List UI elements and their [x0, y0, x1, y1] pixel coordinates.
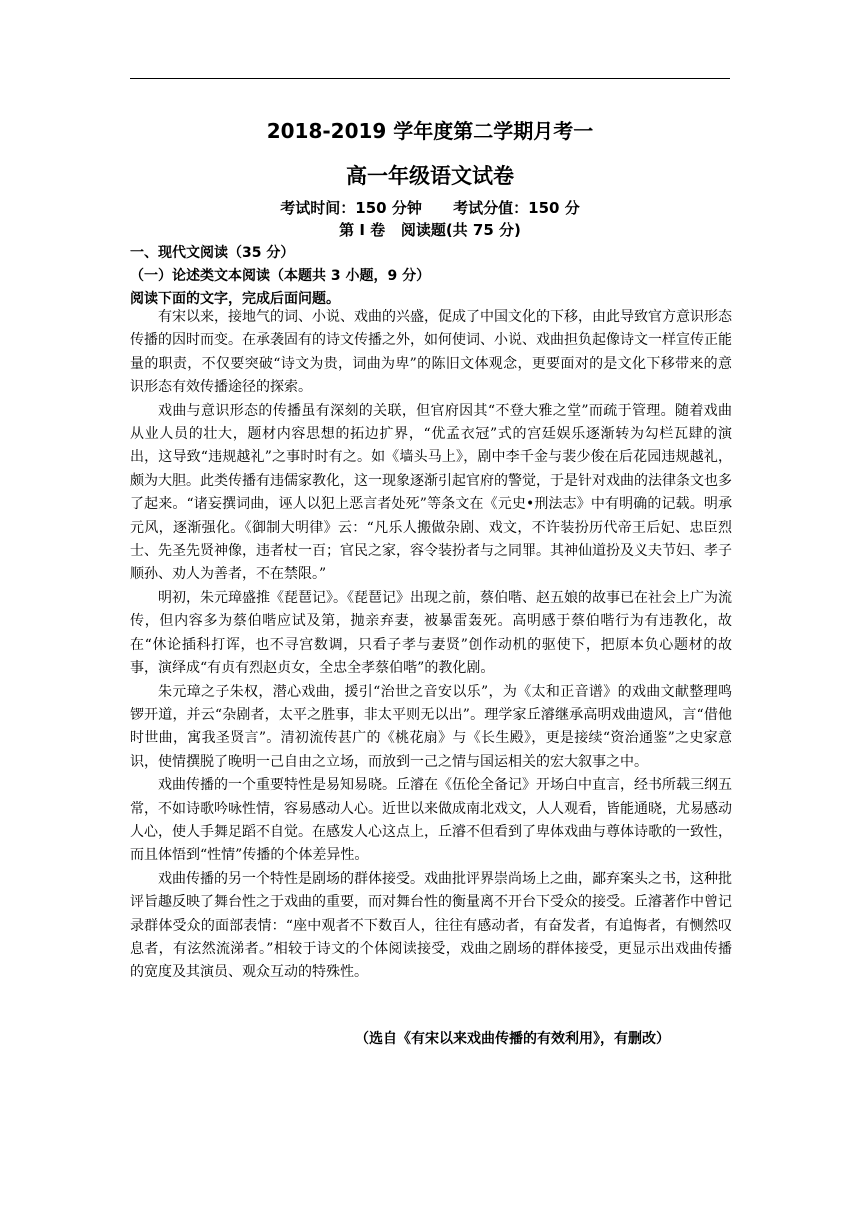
passage-paragraph: 明初，朱元璋盛推《琵琶记》。《琵琶记》出现之前，蔡伯喈、赵五娘的故事已在社会上广为流传，但内容多为蔡伯喈应试及第，抛亲弃妻，被暴雷轰死。高明感于蔡伯喈行为有违教化，故在“休论插科打诨，也不寻宫数调，只看子孝与妻贤”创作动机的驱使下，把原本负心题材的故事，演绎成“有贞有烈赵贞女，全忠全孝蔡伯喈”的教化剧。 [130, 589, 732, 677]
section-heading: 一、现代文阅读（35 分） [130, 245, 295, 261]
reading-instruction: 阅读下面的文字，完成后面问题。 [130, 291, 340, 307]
passage-paragraph: 戏曲传播的一个重要特性是易知易晓。丘濬在《伍伦全备记》开场白中直言，经书所载三纲五常，不如诗歌吟咏性情，容易感动人心。近世以来做成南北戏文，人人观看，皆能通晓，尤易感动人心，使人手舞足蹈不自觉。在感发人心这点上，丘濬不但看到了卑体戏曲与尊体诗歌的一致性，而且体悟到“性情”传播的个体差异性。 [130, 777, 732, 864]
passage-paragraph: 戏曲传播的另一个特性是剧场的群体接受。戏曲批评界崇尚场上之曲，鄙弃案头之书，这种批评旨趣反映了舞台性之于戏曲的重要，而对舞台性的衡量离不开台下受众的接受。丘濬著作中曾记录群体受众的面部表情：“座中观者不下数百人，往往有感动者，有奋发者，有追悔者，有恻然叹息者，有泫然流涕者。”相较于诗文的个体阅读接受，戏曲之剧场的群体接受，更显示出戏曲传播的宽度及其演员、观众互动的特殊性。 [130, 870, 732, 981]
volume-title: 第 I 卷 阅读题(共 75 分) [339, 221, 521, 239]
exam-info: 考试时间：150 分钟 考试分值：150 分 [280, 199, 580, 217]
passage-paragraph: 戏曲与意识形态的传播虽有深刻的关联，但官府因其“不登大雅之堂”而疏于管理。随着戏曲从业人员的壮大，题材内容思想的拓边扩界，“优孟衣冠”式的宫廷娱乐逐渐转为勾栏瓦肆的演出，这导致“违规越礼”之事时时有之。如《墙头马上》，剧中李千金与裴少俊在后花园违规越礼，颇为大胆。此类传播有违儒家教化，这一现象逐渐引起官府的警觉，于是针对戏曲的法律条文也多了起来。“诸妄撰词曲，诬人以犯上恶言者处死”等条文在《元史•刑法志》中有明确的记载。明承元风，逐渐强化。《御制大明律》云：“凡乐人搬做杂剧、戏文，不许装扮历代帝王后妃、忠臣烈士、先圣先贤神像，违者杖一百；官民之家，容令装扮者与之同罪。其神仙道扮及义夫节妇、孝子顺孙、劝人为善者，不在禁限。” [130, 402, 732, 583]
passage-paragraph: 朱元璋之子朱权，潜心戏曲，援引“治世之音安以乐”，为《太和正音谱》的戏曲文献整理鸣锣开道，并云“杂剧者，太平之胜事，非太平则无以出”。理学家丘濬继承高明戏曲遗风，言“借他时世曲，寓我圣贤言”。清初流传甚广的《桃花扇》与《长生殿》，更是接续“资治通鉴”之史家意识，使情撰脱了晚明一己自由之立场，而放到一己之情与国运相关的宏大叙事之中。 [130, 683, 732, 770]
passage-body [130, 306, 732, 985]
header-rule [130, 78, 730, 79]
passage-paragraph: 有宋以来，接地气的词、小说、戏曲的兴盛，促成了中国文化的下移，由此导致官方意识形态传播的因时而变。在承袭固有的诗文传播之外，如何使词、小说、戏曲担负起像诗文一样宣传正能量的职责，不仅要突破“诗文为贵，词曲为卑”的陈旧文体观念，更要面对的是文化下移带来的意识形态有效传播途径的探索。 [130, 309, 732, 396]
subsection-heading: （一）论述类文本阅读（本题共 3 小题，9 分） [130, 268, 431, 284]
exam-title: 2018-2019 学年度第二学期月考一 [266, 119, 594, 143]
exam-subtitle: 高一年级语文试卷 [346, 164, 514, 188]
passage-source: （选自《有宋以来戏曲传播的有效利用》，有删改） [355, 1031, 670, 1047]
